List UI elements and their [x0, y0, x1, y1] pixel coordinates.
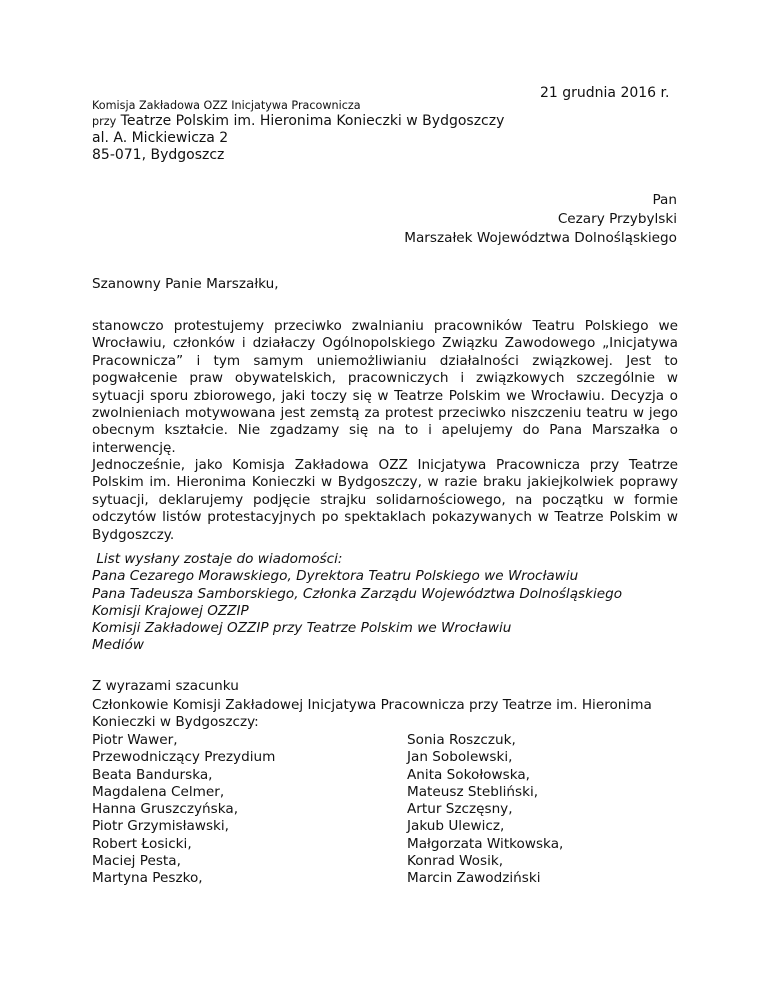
signatories-right-column: [407, 732, 563, 888]
signatory: Piotr Grzymisławski,: [92, 818, 229, 835]
sender-venue-name: Teatrze Polskim im. Hieronima Konieczki w Bydgoszczy: [116, 113, 505, 129]
signatory: Anita Sokołowska,: [407, 766, 530, 783]
body-paragraph-strike: Jednocześnie, jako Komisja Zakładowa OZZ Inicjatywa Pracownicza przy Teatrze Polskim im. Hieronima Konieczki w Bydgoszczy, w razie braku jakiejkolwiek poprawy sytuacji, deklarujemy podjęcie strajku solidarnościowego, na początku w formie odczytów listów protestacyjnych po spektaklach pokazywanych w Teatrze Polskim w Bydgoszczy.: [92, 457, 678, 543]
cc-item: Pana Cezarego Morawskiego, Dyrektora Teatru Polskiego we Wrocławiu: [92, 568, 579, 585]
signatory: Robert Łosicki,: [92, 835, 192, 852]
sender-city: 85-071, Bydgoszcz: [92, 147, 225, 163]
signatory: Małgorzata Witkowska,: [407, 835, 564, 852]
signatory: Beata Bandurska,: [92, 766, 213, 783]
signatory: Jakub Ulewicz,: [407, 818, 505, 835]
members-intro: Członkowie Komisji Zakładowej Inicjatywa Pracownicza przy Teatrze im. Hieronima Konieczki w Bydgoszczy:: [92, 697, 652, 731]
signatory: Maciej Pesta,: [92, 853, 181, 870]
signatory: Sonia Roszczuk,: [407, 732, 516, 748]
recipient-name: Cezary Przybylski: [557, 211, 677, 227]
closing-phrase: Z wyrazami szacunku: [92, 678, 239, 694]
signatory: Konrad Wosik,: [407, 853, 504, 870]
sender-venue: [92, 113, 504, 130]
cc-item: Pana Tadeusza Samborskiego, Członka Zarządu Województwa Dolnośląskiego: [92, 585, 623, 602]
sender-organization: Komisja Zakładowa OZZ Inicjatywa Pracownicza: [92, 99, 361, 112]
cc-item: Komisji Zakładowej OZZIP przy Teatrze Polskim we Wrocławiu: [92, 620, 512, 637]
signatories-left-column: [92, 732, 275, 888]
signatory: Jan Sobolewski,: [407, 749, 513, 766]
recipient-title: Pan: [652, 192, 677, 208]
cc-list: [92, 551, 622, 655]
cc-item: Komisji Krajowej OZZIP: [92, 602, 249, 619]
signatory: Artur Szczęsny,: [407, 801, 513, 818]
cc-heading: List wysłany zostaje do wiadomości:: [92, 551, 343, 567]
signatory: Mateusz Stebliński,: [407, 783, 539, 800]
recipient-position: Marszałek Województwa Dolnośląskiego: [404, 230, 677, 246]
recipient-block: [177, 191, 677, 248]
salutation: Szanowny Panie Marszałku,: [92, 276, 279, 292]
sender-street: al. A. Mickiewicza 2: [92, 130, 229, 146]
signatory-role: Przewodniczący Prezydium: [92, 749, 276, 766]
signatory: Hanna Gruszczyńska,: [92, 801, 239, 818]
cc-item: Mediów: [92, 637, 144, 654]
signatory: Marcin Zawodziński: [407, 870, 541, 887]
body-paragraph-protest: stanowczo protestujemy przeciwko zwalnianiu pracowników Teatru Polskiego we Wrocławiu, członków i działaczy Ogólnopolskiego Związku Zawodowego „Inicjatywa Pracownicza” i tym samym uniemożliwianiu działalności związkowej. Jest to pogwałcenie praw obywatelskich, pracowniczych i związkowych szczególnie w sytuacji sporu zbiorowego, jaki toczy się w Teatrze Polskim we Wrocławiu. Decyzja o zwolnieniach motywowana jest zemstą za protest przeciwko niszczeniu teatru w jego obecnym kształcie. Nie zgadzamy się na to i apelujemy do Pana Marszałka o interwencję.: [92, 318, 678, 456]
signatory: Piotr Wawer,: [92, 732, 178, 748]
letter-date: 21 grudnia 2016 r.: [540, 85, 670, 101]
sender-address: [92, 98, 504, 164]
signatory: Magdalena Celmer,: [92, 783, 225, 800]
signatory: Martyna Peszko,: [92, 870, 203, 887]
sender-venue-prefix: przy: [92, 115, 117, 128]
